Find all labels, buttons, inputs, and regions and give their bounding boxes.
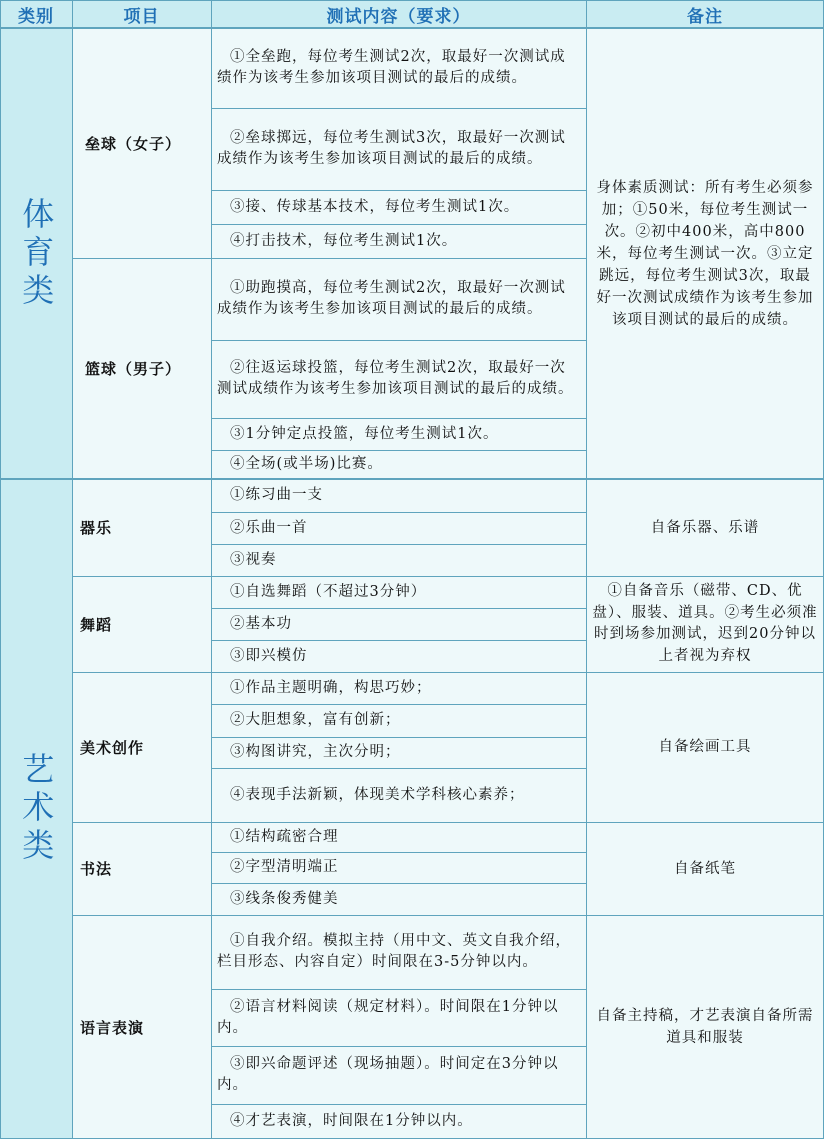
test-cell [211, 822, 586, 852]
test-text: ③即兴模仿 [230, 647, 308, 664]
item-fineart: 美术创作 [72, 672, 211, 822]
test-text: ④打击技术，每位考生测试1次。 [230, 232, 458, 249]
grid-line [211, 544, 586, 545]
grid-line [72, 915, 824, 916]
test-text: ④才艺表演，时间限在1分钟以内。 [230, 1113, 473, 1129]
item-calligraphy: 书法 [72, 822, 211, 915]
test-text: ③线条俊秀健美 [230, 890, 339, 907]
test-text: ②语言材料阅读（规定材料）。时间限在1分钟以内。 [217, 998, 559, 1036]
note-calligraphy: 自备纸笔 [586, 822, 824, 915]
test-cell [211, 512, 586, 544]
test-text: ①助跑摸高，每位考生测试2次，取最好一次测试成绩作为该考生参加该项目测试的最后的成绩。 [217, 280, 566, 317]
grid-line [211, 0, 212, 1139]
grid-line [72, 258, 586, 259]
item-basketball [72, 258, 211, 479]
test-cell [211, 190, 586, 224]
grid-line [211, 1104, 586, 1105]
grid-line [211, 418, 586, 419]
note-instrument: 自备乐器、乐谱 [586, 479, 824, 576]
test-text: ③1分钟定点投篮，每位考生测试1次。 [230, 425, 499, 442]
grid-line [211, 737, 586, 738]
grid-line [0, 0, 824, 1]
item-speech: 语言表演 [72, 915, 211, 1139]
item-basketball-label: 篮球（男子） [85, 360, 182, 378]
test-text: ①全垒跑，每位考生测试2次，取最好一次测试成绩作为该考生参加该项目测试的最后的成绩。 [217, 49, 566, 86]
test-text: ③构图讲究，主次分明； [230, 744, 401, 760]
note-sports [586, 28, 824, 479]
test-text: ④全场(或半场)比赛。 [230, 456, 383, 472]
test-cell [211, 479, 586, 512]
item-softball-label: 垒球（女子） [85, 134, 182, 153]
grid-line [0, 0, 1, 1139]
test-text: ③即兴命题评述（现场抽题）。时间定在3分钟以内。 [217, 1056, 559, 1093]
test-text: ①练习曲一支 [230, 487, 324, 503]
category-sports: 体育类 [0, 28, 72, 479]
grid-line [0, 478, 824, 480]
test-cell [211, 340, 586, 418]
header-category: 类别 [0, 0, 72, 28]
test-cell [211, 1046, 586, 1104]
grid-line [211, 608, 586, 609]
test-cell [211, 1104, 586, 1139]
test-cell [211, 608, 586, 640]
test-text: ③接、传球基本技术，每位考生测试1次。 [230, 198, 520, 215]
test-cell [211, 258, 586, 340]
test-cell [211, 28, 586, 108]
test-cell [211, 989, 586, 1046]
category-arts: 艺术类 [0, 479, 72, 1139]
note-dance: ①自备音乐（磁带、CD、优盘）、服装、道具。②考生必须准时到场参加测试，迟到20分钟以上者视为弃权 [586, 576, 824, 672]
grid-line [586, 0, 587, 1139]
grid-line [211, 190, 586, 191]
test-text: ③视奏 [230, 551, 277, 568]
test-cell [211, 768, 586, 822]
grid-line [211, 450, 586, 451]
test-text: ②基本功 [230, 615, 293, 632]
grid-line [211, 883, 586, 884]
test-cell [211, 883, 586, 915]
grid-line [211, 768, 586, 769]
test-cell [211, 224, 586, 258]
test-text: ②大胆想象，富有创新； [230, 712, 401, 728]
grid-line [72, 822, 824, 823]
test-cell [211, 852, 586, 883]
grid-line [211, 224, 586, 225]
grid-line [211, 852, 586, 853]
test-cell [211, 450, 586, 479]
header-content: 测试内容（要求） [211, 0, 586, 28]
test-cell [211, 672, 586, 704]
test-cell [211, 108, 586, 190]
test-text: ②往返运球投篮，每位考生测试2次，取最好一次测试成绩作为该考生参加该项目测试的最后的成绩。 [217, 360, 574, 397]
test-text: ①作品主题明确，构思巧妙； [230, 679, 432, 696]
grid-line [211, 108, 586, 109]
grid-line [211, 989, 586, 990]
test-cell [211, 915, 586, 989]
test-text: ④表现手法新颖，体现美术学科核心素养； [230, 786, 525, 803]
grid-line [211, 704, 586, 705]
grid-line [72, 672, 824, 673]
test-cell [211, 737, 586, 768]
item-dance: 舞蹈 [72, 576, 211, 672]
test-text: ①自选舞蹈（不超过3分钟） [230, 583, 427, 600]
test-text: ②垒球掷远，每位考生测试3次，取最好一次测试成绩作为该考生参加该项目测试的最后的成绩。 [217, 130, 566, 167]
grid-line [72, 576, 824, 577]
item-softball [72, 28, 211, 258]
note-fineart: 自备绘画工具 [586, 672, 824, 822]
test-cell [211, 704, 586, 737]
grid-line [211, 640, 586, 641]
item-instrument: 器乐 [72, 479, 211, 576]
grid-line [0, 27, 824, 29]
test-text: ②字型清明端正 [230, 859, 339, 875]
grid-line [72, 0, 73, 1139]
note-speech: 自备主持稿，才艺表演自备所需道具和服装 [586, 915, 824, 1139]
test-cell [211, 418, 586, 450]
header-item: 项目 [72, 0, 211, 28]
test-text: ①结构疏密合理 [230, 828, 339, 845]
test-cell [211, 544, 586, 576]
grid-line [211, 340, 586, 341]
note-sports-text: 身体素质测试：所有考生必须参加；①50米，每位考生测试一次。②初中400米，高中800米，每位考生测试一次。③立定跳远，每位考生测试3次，取最好一次测试成绩作为该考生参加该项目测试的最后的成绩。 [596, 179, 814, 328]
grid-line [211, 512, 586, 513]
test-cell [211, 640, 586, 672]
header-note: 备注 [586, 0, 824, 28]
grid-line [211, 1046, 586, 1047]
test-cell [211, 576, 586, 608]
test-text: ①自我介绍。模拟主持（用中文、英文自我介绍，栏目形态、内容自定）时间限在3-5分钟以内。 [217, 933, 572, 970]
test-text: ②乐曲一首 [230, 519, 308, 536]
